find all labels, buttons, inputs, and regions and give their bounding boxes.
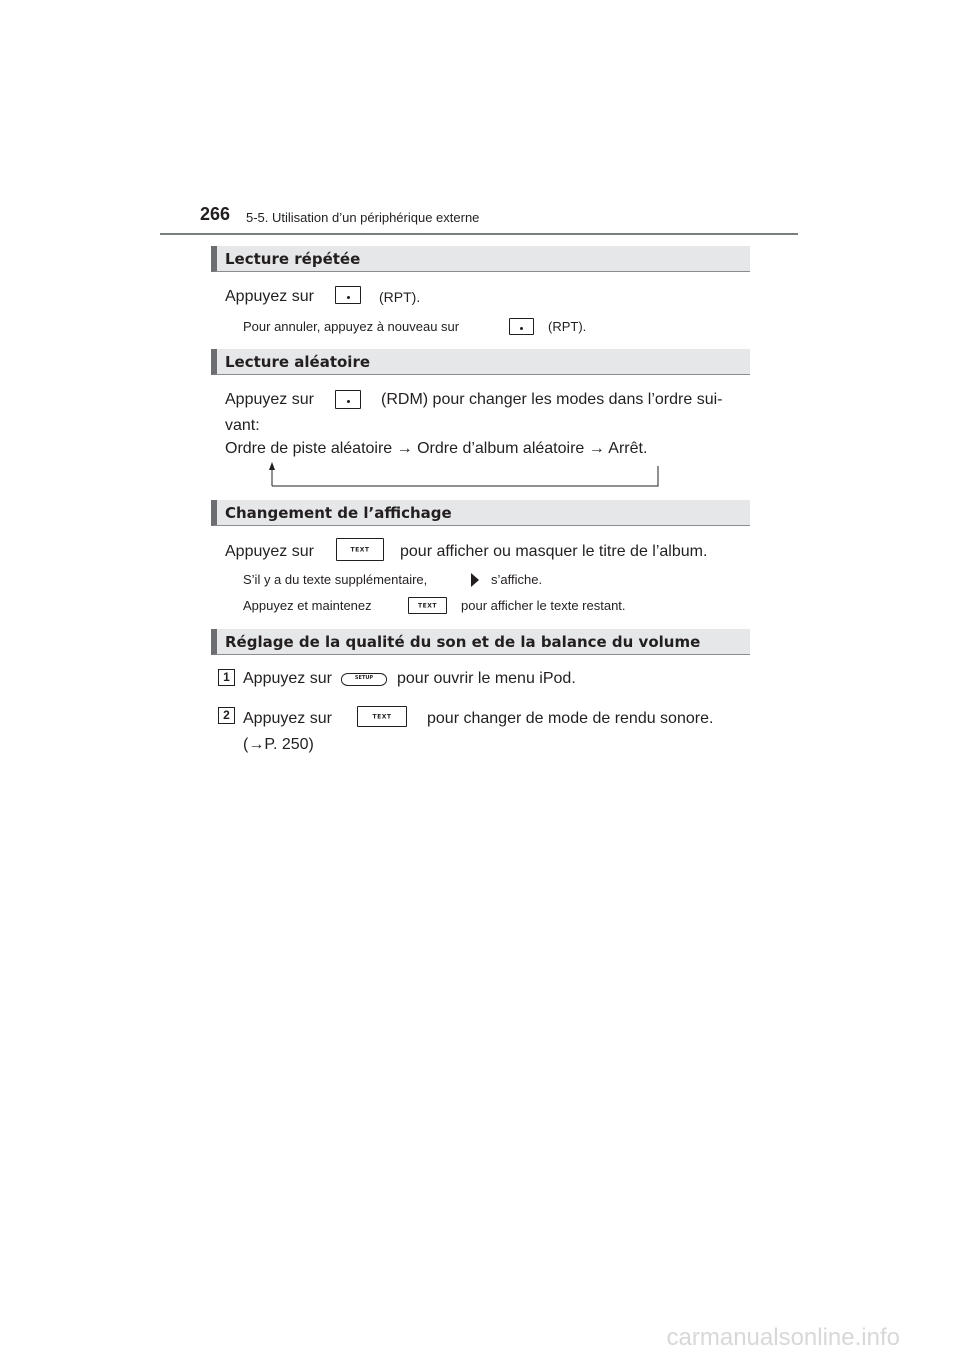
text-button-icon — [336, 538, 384, 561]
section-title-display: Changement de l’affichage — [225, 504, 452, 522]
random-instruction-line2: vant: — [225, 417, 260, 434]
text-button-icon-small — [408, 597, 447, 614]
section-header-repeat — [211, 246, 750, 272]
display-note1-start: S’il y a du texte supplémentaire, — [243, 572, 428, 587]
rpt-button-icon-small — [509, 318, 534, 335]
text-button-small-label: TEXT — [418, 602, 437, 609]
repeat-note-start: Pour annuler, appuyez à nouveau sur — [243, 319, 460, 334]
display-instruction-start: Appuyez sur — [225, 543, 314, 560]
rpt-button-icon — [335, 286, 361, 304]
section-header-display — [211, 500, 750, 526]
setup-button-label: SETUP — [354, 675, 374, 681]
step1-instruction-end: pour ouvrir le menu iPod. — [397, 670, 576, 687]
scroll-arrow-icon — [469, 571, 481, 589]
text-button-step2-label: TEXT — [372, 713, 392, 720]
step2-page-reference: (→P. 250) — [243, 736, 314, 753]
display-instruction-end: pour afficher ou masquer le titre de l’album. — [400, 543, 708, 560]
random-instruction-start: Appuyez sur — [225, 391, 314, 408]
step2-instruction-end: pour changer de mode de rendu sonore. — [427, 710, 714, 727]
watermark: carmanualsonline.info — [666, 1324, 900, 1351]
section-header-sound — [211, 629, 750, 655]
step-number-1: 1 — [218, 669, 235, 686]
repeat-note-end: (RPT). — [548, 319, 587, 334]
random-instruction-end: (RDM) pour changer les modes dans l’ordre sui- — [381, 391, 723, 408]
setup-button-icon — [341, 673, 387, 686]
step2-instruction-start: Appuyez sur — [243, 710, 332, 727]
section-title-random: Lecture aléatoire — [225, 353, 371, 371]
text-button-label: TEXT — [350, 546, 370, 553]
section-header-random — [211, 349, 750, 375]
chapter-title: 5-5. Utilisation d’un périphérique externe — [246, 210, 480, 225]
step-number-2: 2 — [218, 707, 235, 724]
display-note2-start: Appuyez et maintenez — [243, 598, 372, 613]
section-title-repeat: Lecture répétée — [225, 250, 361, 268]
display-note1-end: s’affiche. — [491, 572, 543, 587]
random-mode-sequence: Ordre de piste aléatoire → Ordre d’album aléatoire → Arrêt. — [225, 440, 648, 457]
section-title-sound: Réglage de la qualité du son et de la balance du volume — [225, 633, 701, 651]
header-divider — [160, 233, 798, 235]
rdm-button-icon — [335, 390, 361, 409]
text-button-icon-step2 — [357, 706, 407, 727]
step1-instruction-start: Appuyez sur — [243, 670, 332, 687]
cycle-arrow-diagram — [265, 462, 665, 488]
page-number: 266 — [200, 204, 231, 224]
display-note2-end: pour afficher le texte restant. — [461, 598, 626, 613]
repeat-instruction-end: (RPT). — [379, 289, 421, 305]
repeat-instruction-start: Appuyez sur — [225, 288, 314, 305]
